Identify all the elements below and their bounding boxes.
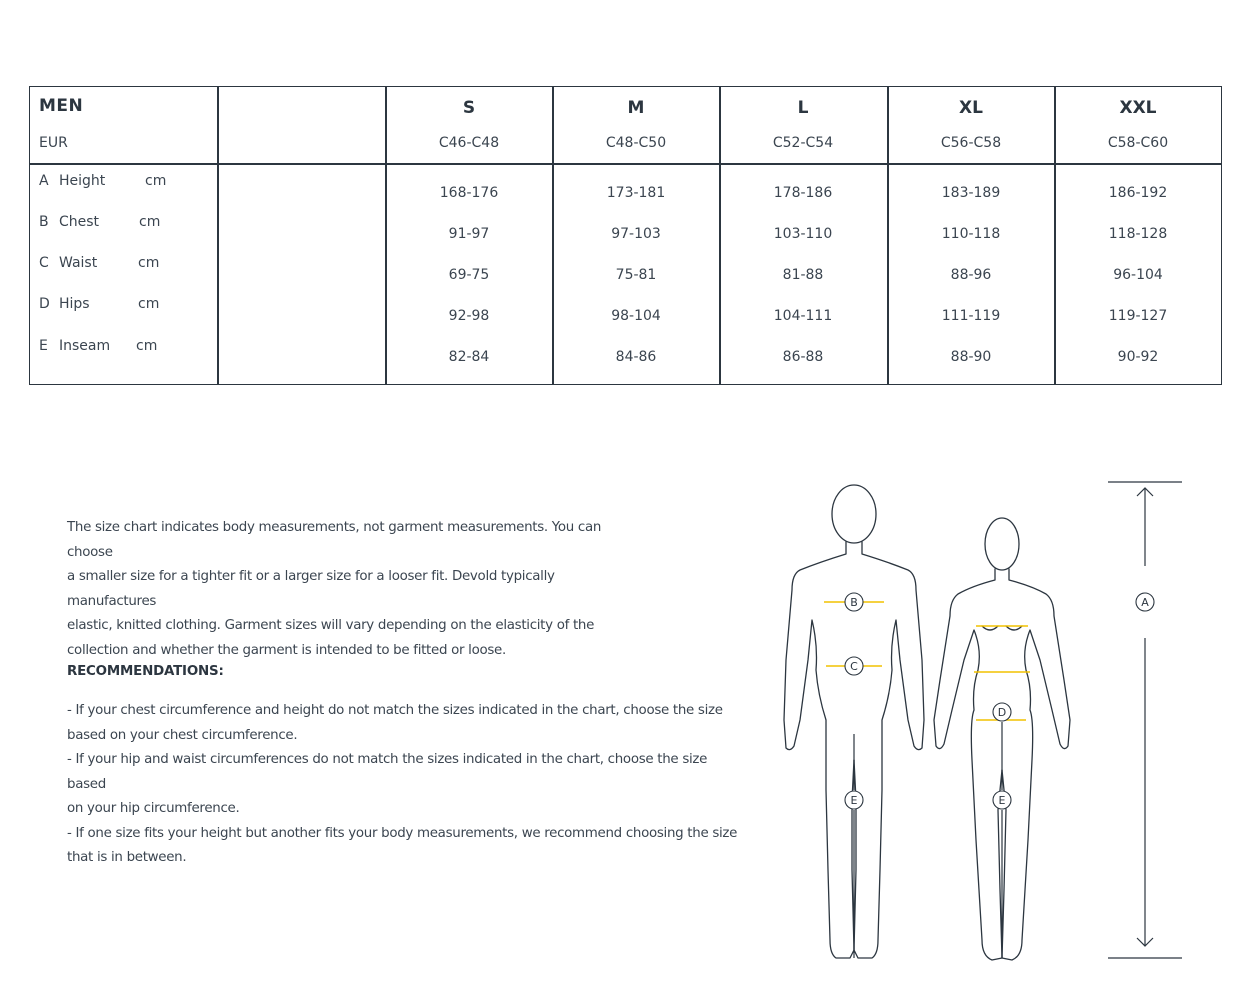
svg-text:C: C — [850, 660, 858, 673]
row-unit: cm — [136, 338, 158, 354]
row-letter: C — [39, 255, 49, 271]
svg-text:E: E — [998, 794, 1006, 807]
table-cell: 104-111 — [773, 308, 833, 324]
table-cell: 173-181 — [606, 185, 666, 201]
marker-e-female — [993, 791, 1011, 809]
table-cell: 119-127 — [1108, 308, 1168, 324]
table-cell: 88-90 — [950, 349, 992, 365]
table-cell: 81-88 — [782, 267, 824, 283]
row-name-height: Height — [59, 173, 106, 189]
gender-label: MEN — [39, 96, 84, 116]
marker-a — [1136, 593, 1154, 611]
table-cell: 91-97 — [448, 226, 490, 242]
description-line: a smaller size for a tighter fit or a larger size for a looser fit. Devold typically manufactures — [67, 569, 555, 609]
recommendation-line: that is in between. — [67, 850, 187, 865]
size-table — [29, 86, 1222, 385]
size-code-xl: C56-C58 — [940, 135, 1002, 151]
size-label-xl: XL — [959, 98, 983, 118]
table-cell: 90-92 — [1117, 349, 1159, 365]
row-letter: B — [39, 214, 49, 230]
svg-text:A: A — [1141, 596, 1149, 609]
size-code-s: C46-C48 — [438, 135, 500, 151]
size-chart-description — [67, 516, 647, 663]
row-unit: cm — [138, 296, 160, 312]
body-measurement-diagram — [760, 470, 1200, 970]
row-unit: cm — [138, 255, 160, 271]
recommendations-title: RECOMMENDATIONS: — [67, 664, 224, 679]
size-label-s: S — [462, 98, 476, 118]
recommendation-line: on your hip circumference. — [67, 801, 240, 816]
table-cell: 103-110 — [773, 226, 833, 242]
row-letter: D — [39, 296, 50, 312]
marker-c — [845, 657, 863, 675]
header-divider — [30, 163, 1221, 165]
marker-e-male — [845, 791, 863, 809]
row-name-chest: Chest — [59, 214, 100, 230]
size-code-xxl: C58-C60 — [1107, 135, 1169, 151]
region-label: EUR — [39, 135, 68, 151]
svg-text:B: B — [850, 596, 858, 609]
size-label-l: L — [797, 98, 809, 118]
recommendation-line: based on your chest circumference. — [67, 727, 298, 743]
table-cell: 88-96 — [950, 267, 992, 283]
table-cell: 111-119 — [941, 308, 1001, 324]
size-label-xxl: XXL — [1119, 98, 1157, 118]
row-unit: cm — [139, 214, 161, 230]
table-cell: 168-176 — [439, 185, 499, 201]
marker-b — [845, 593, 863, 611]
recommendation-line: - If your hip and waist circumferences do not match the sizes indicated in the chart, choose the size based — [67, 752, 708, 792]
table-cell: 183-189 — [941, 185, 1001, 201]
recommendation-line: - If one size fits your height but another fits your body measurements, we recommend choosing the size — [67, 825, 738, 841]
description-line: elastic, knitted clothing. Garment sizes will vary depending on the elasticity of the — [67, 618, 595, 633]
height-scale — [1108, 482, 1182, 958]
description-line: collection and whether the garment is intended to be fitted or loose. — [67, 642, 506, 658]
row-letter: A — [39, 173, 49, 189]
table-cell: 98-104 — [611, 308, 661, 324]
row-name-hips: Hips — [59, 296, 90, 312]
table-cell: 86-88 — [782, 349, 824, 365]
table-cell: 75-81 — [615, 267, 657, 283]
inseam-guides — [854, 722, 1002, 958]
table-cell: 110-118 — [941, 226, 1001, 242]
size-code-m: C48-C50 — [605, 135, 667, 151]
description-line: The size chart indicates body measurements, not garment measurements. You can choose — [67, 520, 602, 560]
table-cell: 97-103 — [611, 226, 661, 242]
table-cell: 186-192 — [1108, 185, 1168, 201]
recommendations-list — [67, 699, 747, 871]
svg-text:D: D — [997, 706, 1007, 719]
table-cell: 118-128 — [1108, 226, 1168, 242]
recommendation-line: - If your chest circumference and height do not match the sizes indicated in the chart, choose the size — [67, 703, 723, 718]
size-label-m: M — [627, 98, 645, 118]
svg-text:E: E — [850, 794, 858, 807]
table-cell: 84-86 — [615, 349, 657, 365]
row-name-inseam: Inseam — [59, 338, 111, 354]
marker-d — [993, 703, 1011, 721]
table-cell: 178-186 — [773, 185, 833, 201]
row-name-waist: Waist — [59, 255, 98, 271]
row-letter: E — [39, 338, 48, 354]
row-unit: cm — [145, 173, 167, 189]
size-code-l: C52-C54 — [772, 135, 834, 151]
table-cell: 82-84 — [448, 349, 490, 365]
table-cell: 96-104 — [1113, 267, 1163, 283]
column-divider — [217, 87, 219, 384]
table-cell: 92-98 — [448, 308, 490, 324]
table-cell: 69-75 — [448, 267, 490, 283]
